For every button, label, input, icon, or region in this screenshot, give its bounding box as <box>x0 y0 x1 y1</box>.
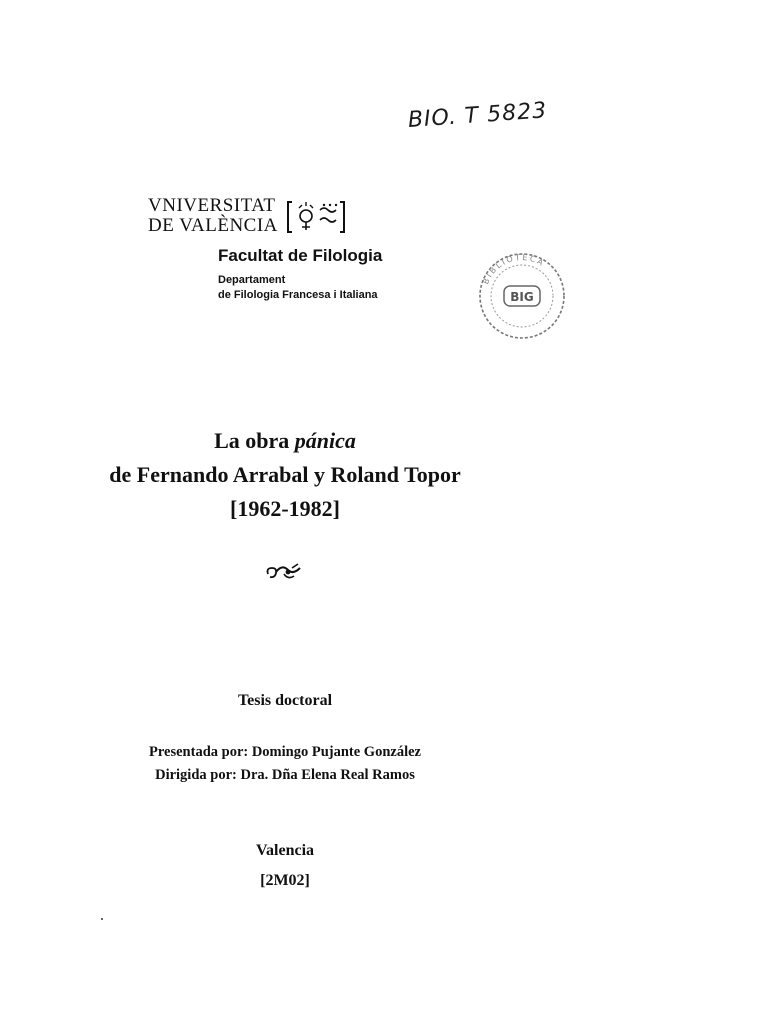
university-name-line1: VNIVERSITAT <box>148 195 276 216</box>
library-stamp <box>476 250 568 342</box>
title-line1-pre: La obra <box>214 428 295 453</box>
presented-by: Presentada por: Domingo Pujante González <box>149 744 421 760</box>
university-name-line2: DE VALÈNCIA <box>148 215 278 236</box>
department-line2: de Filologia Francesa i Italiana <box>218 289 378 301</box>
department-line1: Departament <box>218 274 286 286</box>
thesis-type: Tesis doctoral <box>237 692 333 709</box>
ornamental-flourish-icon <box>264 560 304 584</box>
directed-by: Dirigida por: Dra. Dña Elena Real Ramos <box>155 767 415 783</box>
title-line2: de Fernando Arrabal y Roland Topor <box>109 462 461 487</box>
department-name <box>218 273 378 303</box>
university-logo <box>148 196 278 236</box>
title-line3: [1962-1982] <box>230 496 340 521</box>
stamp-center-text: BIG <box>510 290 534 304</box>
stamp-ring-text: BIBLIOTECA <box>481 252 547 286</box>
thesis-title <box>60 424 510 526</box>
year: [2M02] <box>260 872 310 889</box>
faculty-name: Facultat de Filologia <box>218 246 383 265</box>
university-emblem-icon <box>286 200 346 234</box>
title-line1-italic: pánica <box>294 428 356 453</box>
thesis-credits <box>60 741 510 787</box>
place-and-year <box>60 836 510 896</box>
scan-speck <box>101 918 103 920</box>
handwritten-shelfmark: BIO. T 5823 <box>407 98 548 133</box>
title-line1 <box>60 424 510 458</box>
place: Valencia <box>255 842 315 859</box>
